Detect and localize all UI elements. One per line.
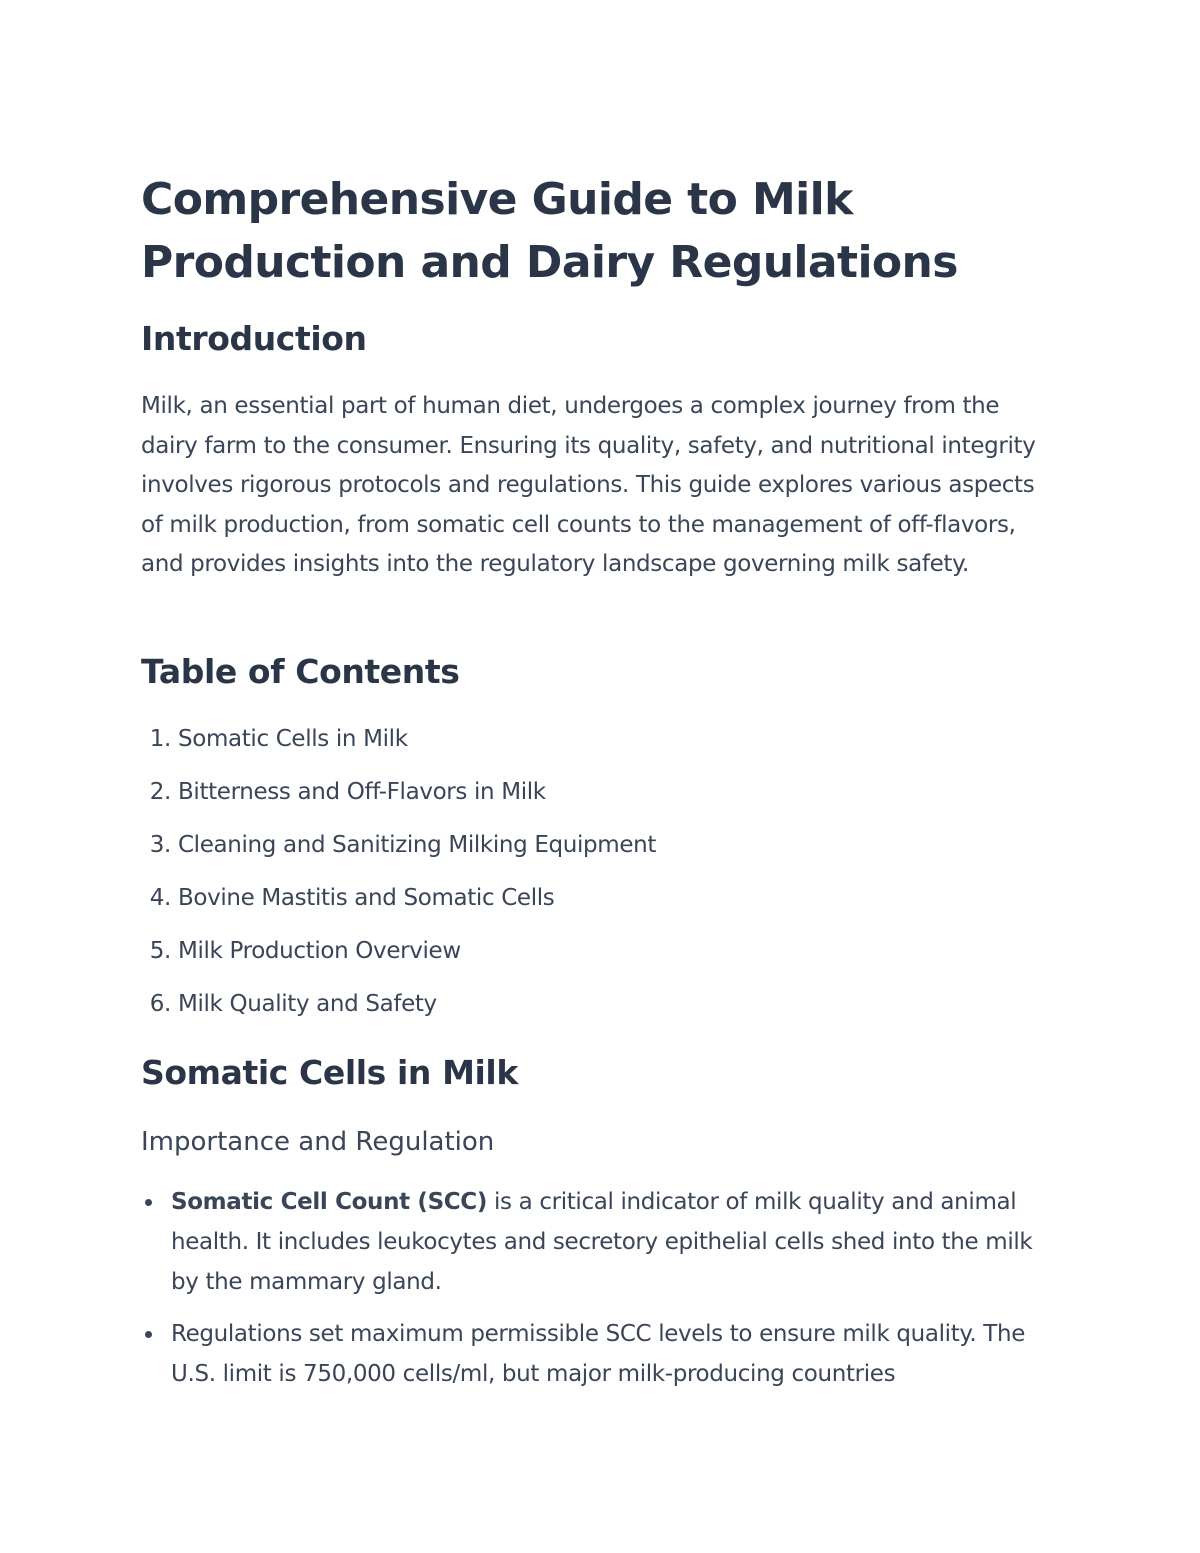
- toc-item-number: 5.: [149, 938, 171, 964]
- introduction-heading: Introduction: [141, 319, 367, 358]
- bullet-dot-icon: [145, 1199, 152, 1206]
- somatic-cells-heading: Somatic Cells in Milk: [141, 1053, 518, 1092]
- toc-item: [141, 825, 656, 878]
- toc-item-label: Somatic Cells in Milk: [177, 726, 408, 752]
- toc-item-label: Milk Production Overview: [177, 938, 461, 964]
- table-of-contents-list: [141, 719, 656, 1037]
- bullet-item: [141, 1182, 1061, 1302]
- toc-item-number: 3.: [149, 832, 171, 858]
- toc-item-number: 1.: [149, 726, 171, 752]
- toc-item-number: 6.: [149, 991, 171, 1017]
- bullet-text: Regulations set maximum permissible SCC levels to ensure milk quality. The U.S. limit is 750,000 cells/ml, but major milk-producing countries: [171, 1321, 1026, 1387]
- bullet-dot-icon: [145, 1331, 152, 1338]
- introduction-paragraph: Milk, an essential part of human diet, undergoes a complex journey from the dairy farm to the consumer. Ensuring its quality, safety, and nutritional integrity involves rigorous protocols and regulations. This guide explores various aspects of milk production, from somatic cell counts to the management of off-flavors, and provides insights into the regulatory landscape governing milk safety.: [141, 393, 1036, 578]
- toc-item-number: 2.: [149, 779, 171, 805]
- toc-item: [141, 772, 656, 825]
- toc-item: [141, 931, 656, 984]
- somatic-bullet-list: [141, 1182, 1061, 1406]
- toc-item-label: Bovine Mastitis and Somatic Cells: [177, 885, 555, 911]
- bullet-bold-term: Somatic Cell Count (SCC): [171, 1189, 488, 1215]
- toc-item-label: Cleaning and Sanitizing Milking Equipment: [177, 832, 657, 858]
- toc-item: [141, 878, 656, 931]
- toc-item: [141, 984, 656, 1037]
- document-title: Comprehensive Guide to Milk Production and Dairy Regulations: [141, 174, 958, 288]
- table-of-contents-heading: Table of Contents: [141, 652, 460, 691]
- toc-item-label: Milk Quality and Safety: [177, 991, 437, 1017]
- toc-item: [141, 719, 656, 772]
- bullet-item: [141, 1314, 1061, 1394]
- bullet-text: is a critical indicator of milk quality and animal health. It includes leukocytes and secretory epithelial cells shed into the milk by the mammary gland.: [171, 1189, 1033, 1295]
- importance-regulation-subheading: Importance and Regulation: [141, 1127, 495, 1157]
- toc-item-number: 4.: [149, 885, 171, 911]
- toc-item-label: Bitterness and Off-Flavors in Milk: [177, 779, 546, 805]
